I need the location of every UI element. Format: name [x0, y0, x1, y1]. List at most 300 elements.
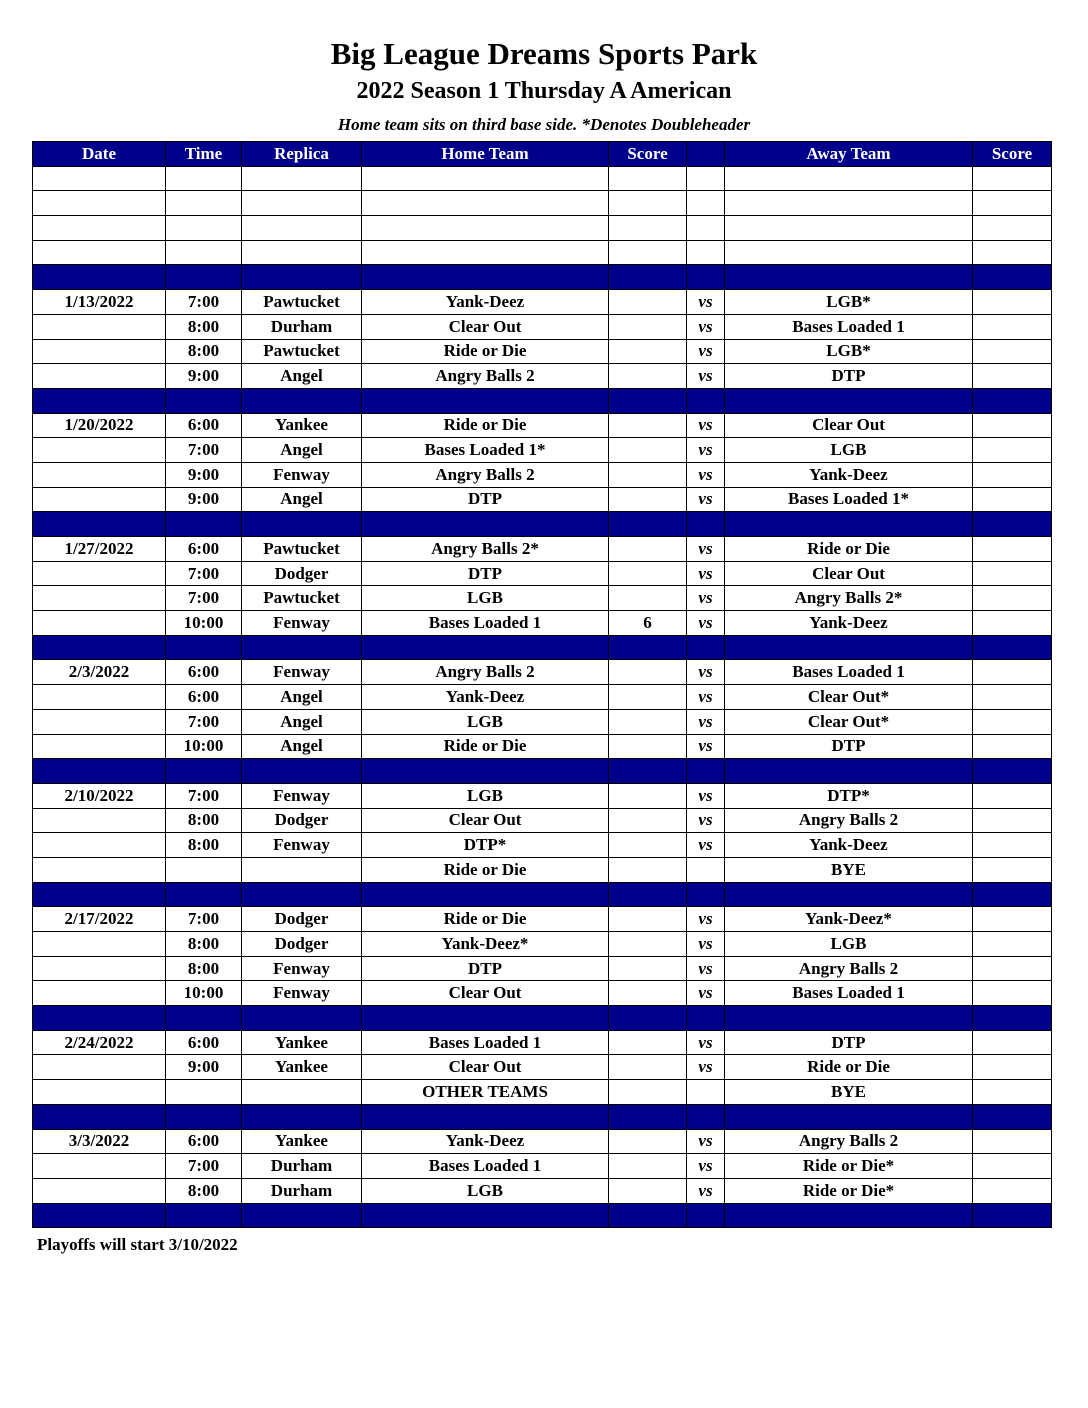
away-score-cell — [973, 586, 1052, 611]
home-team-cell: LGB — [362, 783, 609, 808]
blank-row — [33, 166, 1052, 191]
separator-cell — [687, 265, 725, 290]
date-cell — [33, 487, 166, 512]
game-row — [33, 833, 1052, 858]
game-row — [33, 709, 1052, 734]
home-team-cell: DTP — [362, 561, 609, 586]
home-score-cell — [609, 1178, 687, 1203]
away-score-cell — [973, 462, 1052, 487]
away-score-cell — [973, 783, 1052, 808]
game-row — [33, 561, 1052, 586]
separator-cell — [609, 388, 687, 413]
replica-cell: Angel — [242, 685, 362, 710]
date-cell — [33, 364, 166, 389]
home-score-cell — [609, 314, 687, 339]
replica-cell: Fenway — [242, 660, 362, 685]
home-score-cell — [609, 1080, 687, 1105]
home-score-cell — [609, 339, 687, 364]
separator-cell — [609, 265, 687, 290]
separator-cell — [166, 759, 242, 784]
away-score-cell — [973, 1154, 1052, 1179]
date-cell — [33, 462, 166, 487]
empty-cell — [725, 216, 973, 241]
away-team-cell: LGB — [725, 932, 973, 957]
separator-cell — [687, 635, 725, 660]
home-score-cell — [609, 1030, 687, 1055]
home-score-cell — [609, 709, 687, 734]
replica-cell: Durham — [242, 1178, 362, 1203]
time-cell: 9:00 — [166, 364, 242, 389]
empty-cell — [609, 216, 687, 241]
empty-cell — [609, 240, 687, 265]
vs-cell: vs — [687, 339, 725, 364]
separator-cell — [973, 882, 1052, 907]
vs-cell: vs — [687, 907, 725, 932]
home-team-cell: DTP — [362, 956, 609, 981]
separator-cell — [33, 759, 166, 784]
away-team-cell: BYE — [725, 1080, 973, 1105]
separator-cell — [33, 882, 166, 907]
separator-cell — [166, 265, 242, 290]
away-team-cell: Bases Loaded 1* — [725, 487, 973, 512]
date-cell: 1/27/2022 — [33, 537, 166, 562]
home-team-cell: DTP — [362, 487, 609, 512]
separator-cell — [609, 759, 687, 784]
away-team-cell: DTP — [725, 1030, 973, 1055]
away-team-cell: Angry Balls 2 — [725, 1129, 973, 1154]
home-team-cell: Yank-Deez — [362, 685, 609, 710]
away-score-cell — [973, 833, 1052, 858]
game-row — [33, 1129, 1052, 1154]
date-cell — [33, 956, 166, 981]
home-score-cell — [609, 561, 687, 586]
home-team-cell: OTHER TEAMS — [362, 1080, 609, 1105]
separator-cell — [687, 1006, 725, 1031]
separator-cell — [33, 635, 166, 660]
time-cell: 10:00 — [166, 734, 242, 759]
vs-cell: vs — [687, 685, 725, 710]
home-team-cell: Yank-Deez — [362, 1129, 609, 1154]
time-cell: 7:00 — [166, 783, 242, 808]
away-score-cell — [973, 981, 1052, 1006]
separator-cell — [725, 635, 973, 660]
date-cell — [33, 709, 166, 734]
separator-cell — [973, 1203, 1052, 1228]
vs-cell: vs — [687, 413, 725, 438]
separator-cell — [362, 512, 609, 537]
replica-cell: Dodger — [242, 907, 362, 932]
game-row — [33, 290, 1052, 315]
home-team-cell: Angry Balls 2 — [362, 364, 609, 389]
empty-cell — [362, 240, 609, 265]
separator-cell — [973, 512, 1052, 537]
home-team-cell: Angry Balls 2 — [362, 660, 609, 685]
col-home-score-header: Score — [609, 142, 687, 167]
time-cell — [166, 857, 242, 882]
col-replica-header: Replica — [242, 142, 362, 167]
separator-cell — [33, 388, 166, 413]
vs-cell: vs — [687, 783, 725, 808]
week-separator-row — [33, 1006, 1052, 1031]
game-row — [33, 462, 1052, 487]
vs-cell: vs — [687, 981, 725, 1006]
week-separator-row — [33, 512, 1052, 537]
vs-cell: vs — [687, 833, 725, 858]
away-score-cell — [973, 537, 1052, 562]
away-score-cell — [973, 907, 1052, 932]
away-score-cell — [973, 1129, 1052, 1154]
home-team-cell: Bases Loaded 1 — [362, 611, 609, 636]
game-row — [33, 1154, 1052, 1179]
blank-row — [33, 216, 1052, 241]
home-team-cell: Ride or Die — [362, 857, 609, 882]
home-score-cell — [609, 857, 687, 882]
time-cell: 6:00 — [166, 537, 242, 562]
separator-cell — [166, 512, 242, 537]
time-cell: 7:00 — [166, 438, 242, 463]
vs-cell: vs — [687, 1129, 725, 1154]
separator-cell — [166, 1203, 242, 1228]
home-score-cell: 6 — [609, 611, 687, 636]
empty-cell — [166, 216, 242, 241]
away-score-cell — [973, 660, 1052, 685]
date-cell: 2/10/2022 — [33, 783, 166, 808]
date-cell — [33, 1154, 166, 1179]
empty-cell — [33, 166, 166, 191]
home-team-cell: Ride or Die — [362, 339, 609, 364]
game-row — [33, 586, 1052, 611]
date-cell — [33, 685, 166, 710]
date-cell: 1/20/2022 — [33, 413, 166, 438]
time-cell: 6:00 — [166, 660, 242, 685]
game-row — [33, 857, 1052, 882]
separator-cell — [725, 882, 973, 907]
separator-cell — [166, 388, 242, 413]
home-score-cell — [609, 660, 687, 685]
col-home-team-header: Home Team — [362, 142, 609, 167]
away-team-cell: BYE — [725, 857, 973, 882]
separator-cell — [166, 882, 242, 907]
separator-cell — [362, 1006, 609, 1031]
separator-cell — [973, 388, 1052, 413]
replica-cell: Pawtucket — [242, 290, 362, 315]
time-cell: 6:00 — [166, 1129, 242, 1154]
replica-cell: Yankee — [242, 413, 362, 438]
home-score-cell — [609, 364, 687, 389]
vs-cell: vs — [687, 586, 725, 611]
vs-cell: vs — [687, 734, 725, 759]
away-team-cell: Yank-Deez — [725, 462, 973, 487]
away-team-cell: Angry Balls 2 — [725, 808, 973, 833]
replica-cell: Angel — [242, 438, 362, 463]
home-team-cell: Angry Balls 2* — [362, 537, 609, 562]
date-cell: 3/3/2022 — [33, 1129, 166, 1154]
empty-cell — [242, 166, 362, 191]
empty-cell — [33, 216, 166, 241]
game-row — [33, 1080, 1052, 1105]
time-cell: 6:00 — [166, 1030, 242, 1055]
separator-cell — [166, 635, 242, 660]
replica-cell: Fenway — [242, 956, 362, 981]
vs-cell: vs — [687, 932, 725, 957]
home-score-cell — [609, 981, 687, 1006]
time-cell: 7:00 — [166, 907, 242, 932]
replica-cell: Fenway — [242, 462, 362, 487]
empty-cell — [609, 166, 687, 191]
separator-cell — [33, 265, 166, 290]
separator-cell — [687, 759, 725, 784]
week-separator-row — [33, 1104, 1052, 1129]
replica-cell: Fenway — [242, 611, 362, 636]
vs-cell: vs — [687, 660, 725, 685]
separator-cell — [609, 882, 687, 907]
away-score-cell — [973, 857, 1052, 882]
home-score-cell — [609, 413, 687, 438]
away-score-cell — [973, 685, 1052, 710]
replica-cell: Yankee — [242, 1055, 362, 1080]
date-cell: 1/13/2022 — [33, 290, 166, 315]
empty-cell — [687, 216, 725, 241]
separator-cell — [242, 265, 362, 290]
vs-cell: vs — [687, 611, 725, 636]
date-cell: 2/3/2022 — [33, 660, 166, 685]
away-score-cell — [973, 1055, 1052, 1080]
col-time-header: Time — [166, 142, 242, 167]
col-away-team-header: Away Team — [725, 142, 973, 167]
doubleheader-note: Home team sits on third base side. *Denotes Doubleheader — [337, 115, 751, 134]
away-team-cell: Angry Balls 2* — [725, 586, 973, 611]
time-cell: 8:00 — [166, 808, 242, 833]
separator-cell — [687, 1203, 725, 1228]
separator-cell — [166, 1006, 242, 1031]
game-row — [33, 1030, 1052, 1055]
blank-row — [33, 240, 1052, 265]
replica-cell: Pawtucket — [242, 537, 362, 562]
date-cell — [33, 833, 166, 858]
away-score-cell — [973, 314, 1052, 339]
away-team-cell: LGB — [725, 438, 973, 463]
away-score-cell — [973, 734, 1052, 759]
replica-cell — [242, 1080, 362, 1105]
date-cell — [33, 339, 166, 364]
home-score-cell — [609, 833, 687, 858]
time-cell: 8:00 — [166, 956, 242, 981]
home-team-cell: Yank-Deez* — [362, 932, 609, 957]
replica-cell: Durham — [242, 1154, 362, 1179]
home-team-cell: Clear Out — [362, 808, 609, 833]
home-score-cell — [609, 438, 687, 463]
home-team-cell: LGB — [362, 586, 609, 611]
separator-cell — [725, 512, 973, 537]
empty-cell — [725, 191, 973, 216]
home-score-cell — [609, 956, 687, 981]
away-team-cell: DTP* — [725, 783, 973, 808]
vs-cell: vs — [687, 1154, 725, 1179]
away-score-cell — [973, 290, 1052, 315]
col-vs-header — [687, 142, 725, 167]
separator-cell — [687, 512, 725, 537]
empty-cell — [362, 166, 609, 191]
separator-cell — [242, 882, 362, 907]
away-team-cell: Bases Loaded 1 — [725, 314, 973, 339]
away-score-cell — [973, 413, 1052, 438]
date-cell — [33, 1055, 166, 1080]
vs-cell: vs — [687, 290, 725, 315]
game-row — [33, 981, 1052, 1006]
replica-cell: Angel — [242, 487, 362, 512]
replica-cell: Angel — [242, 364, 362, 389]
separator-cell — [725, 1006, 973, 1031]
empty-cell — [362, 216, 609, 241]
home-team-cell: Clear Out — [362, 314, 609, 339]
vs-cell — [687, 1080, 725, 1105]
empty-cell — [609, 191, 687, 216]
week-separator-row — [33, 882, 1052, 907]
game-row — [33, 611, 1052, 636]
home-score-cell — [609, 290, 687, 315]
vs-cell: vs — [687, 438, 725, 463]
separator-cell — [242, 1104, 362, 1129]
replica-cell: Dodger — [242, 561, 362, 586]
home-team-cell: Ride or Die — [362, 907, 609, 932]
time-cell: 8:00 — [166, 314, 242, 339]
vs-cell: vs — [687, 956, 725, 981]
separator-cell — [609, 1203, 687, 1228]
home-team-cell: Yank-Deez — [362, 290, 609, 315]
week-separator-row — [33, 265, 1052, 290]
home-score-cell — [609, 1129, 687, 1154]
away-score-cell — [973, 438, 1052, 463]
time-cell: 8:00 — [166, 932, 242, 957]
home-score-cell — [609, 734, 687, 759]
replica-cell: Durham — [242, 314, 362, 339]
game-row — [33, 907, 1052, 932]
away-team-cell: Bases Loaded 1 — [725, 981, 973, 1006]
home-team-cell: Ride or Die — [362, 734, 609, 759]
playoffs-note: Playoffs will start 3/10/2022 — [37, 1235, 238, 1254]
separator-cell — [242, 759, 362, 784]
game-row — [33, 932, 1052, 957]
separator-cell — [725, 1104, 973, 1129]
replica-cell: Yankee — [242, 1129, 362, 1154]
game-row — [33, 314, 1052, 339]
away-team-cell: Clear Out* — [725, 685, 973, 710]
game-row — [33, 685, 1052, 710]
game-row — [33, 660, 1052, 685]
empty-cell — [973, 240, 1052, 265]
header-row — [33, 142, 1052, 167]
time-cell: 10:00 — [166, 611, 242, 636]
away-score-cell — [973, 956, 1052, 981]
home-team-cell: Bases Loaded 1 — [362, 1030, 609, 1055]
separator-cell — [725, 759, 973, 784]
game-row — [33, 537, 1052, 562]
empty-cell — [725, 166, 973, 191]
time-cell: 9:00 — [166, 1055, 242, 1080]
replica-cell: Angel — [242, 734, 362, 759]
away-team-cell: DTP — [725, 364, 973, 389]
week-separator-row — [33, 1203, 1052, 1228]
date-cell — [33, 857, 166, 882]
separator-cell — [362, 388, 609, 413]
away-score-cell — [973, 611, 1052, 636]
separator-cell — [33, 512, 166, 537]
away-score-cell — [973, 1178, 1052, 1203]
replica-cell: Yankee — [242, 1030, 362, 1055]
vs-cell — [687, 857, 725, 882]
schedule-table — [32, 141, 1052, 1228]
date-cell: 2/24/2022 — [33, 1030, 166, 1055]
away-team-cell: Bases Loaded 1 — [725, 660, 973, 685]
away-score-cell — [973, 709, 1052, 734]
home-score-cell — [609, 907, 687, 932]
separator-cell — [33, 1006, 166, 1031]
date-cell — [33, 314, 166, 339]
separator-cell — [33, 1104, 166, 1129]
time-cell: 9:00 — [166, 487, 242, 512]
separator-cell — [973, 1104, 1052, 1129]
home-score-cell — [609, 932, 687, 957]
game-row — [33, 1055, 1052, 1080]
home-score-cell — [609, 685, 687, 710]
away-team-cell: Yank-Deez — [725, 833, 973, 858]
home-team-cell: Clear Out — [362, 981, 609, 1006]
home-team-cell: Bases Loaded 1* — [362, 438, 609, 463]
separator-cell — [973, 759, 1052, 784]
home-team-cell: Ride or Die — [362, 413, 609, 438]
home-team-cell: DTP* — [362, 833, 609, 858]
game-row — [33, 339, 1052, 364]
game-row — [33, 808, 1052, 833]
empty-cell — [242, 216, 362, 241]
vs-cell: vs — [687, 1030, 725, 1055]
date-cell — [33, 1080, 166, 1105]
replica-cell — [242, 857, 362, 882]
page-subtitle: 2022 Season 1 Thursday A American — [356, 78, 732, 104]
time-cell: 8:00 — [166, 339, 242, 364]
time-cell: 10:00 — [166, 981, 242, 1006]
empty-cell — [166, 166, 242, 191]
home-score-cell — [609, 808, 687, 833]
col-away-score-header: Score — [973, 142, 1052, 167]
replica-cell: Fenway — [242, 981, 362, 1006]
home-team-cell: LGB — [362, 1178, 609, 1203]
replica-cell: Angel — [242, 709, 362, 734]
vs-cell: vs — [687, 364, 725, 389]
separator-cell — [973, 265, 1052, 290]
away-score-cell — [973, 932, 1052, 957]
away-team-cell: Yank-Deez — [725, 611, 973, 636]
time-cell: 7:00 — [166, 709, 242, 734]
separator-cell — [687, 1104, 725, 1129]
home-score-cell — [609, 1055, 687, 1080]
time-cell: 7:00 — [166, 290, 242, 315]
empty-cell — [687, 166, 725, 191]
empty-cell — [973, 216, 1052, 241]
time-cell — [166, 1080, 242, 1105]
col-date-header: Date — [33, 142, 166, 167]
vs-cell: vs — [687, 537, 725, 562]
vs-cell: vs — [687, 709, 725, 734]
date-cell — [33, 734, 166, 759]
empty-cell — [362, 191, 609, 216]
away-score-cell — [973, 808, 1052, 833]
home-team-cell: Clear Out — [362, 1055, 609, 1080]
separator-cell — [242, 635, 362, 660]
empty-cell — [33, 191, 166, 216]
replica-cell: Fenway — [242, 783, 362, 808]
separator-cell — [687, 388, 725, 413]
